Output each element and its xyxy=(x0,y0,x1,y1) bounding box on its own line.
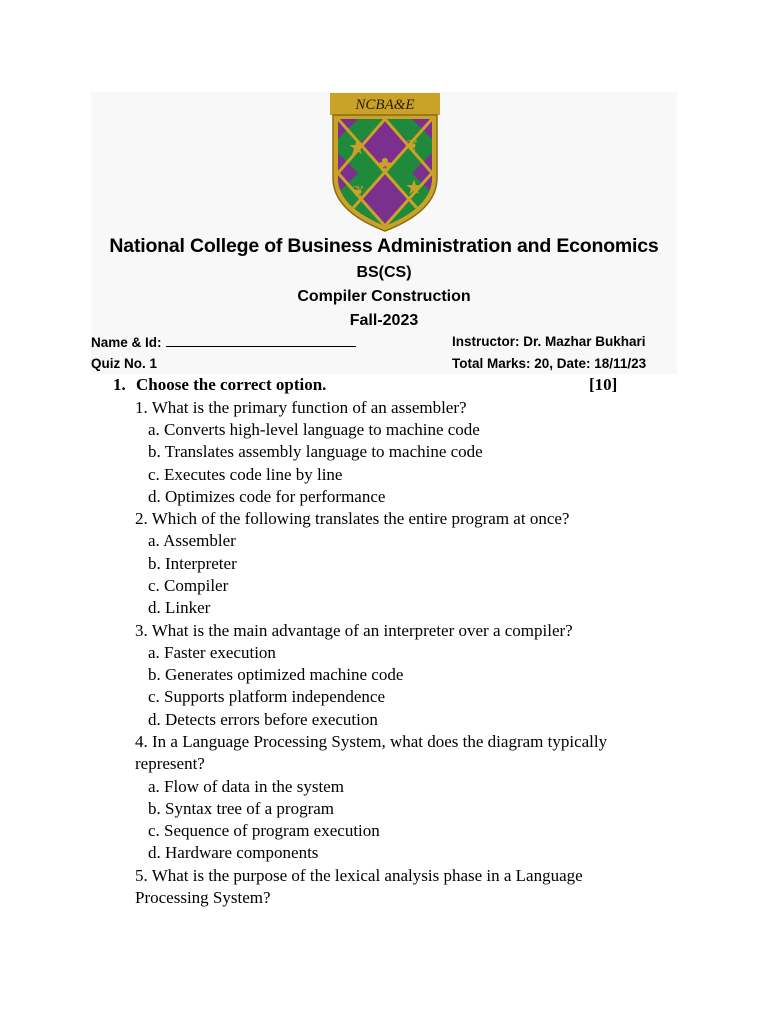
college-name: National College of Business Administration and Economics xyxy=(109,235,659,257)
question-2-option-c: c. Compiler xyxy=(148,576,229,595)
question-1: 1. What is the primary function of an assembler? xyxy=(135,398,467,417)
svg-text:♣: ♣ xyxy=(377,151,393,176)
section-marks: [10] xyxy=(589,375,618,394)
marks-and-date: Total Marks: 20, Date: 18/11/23 xyxy=(452,356,647,371)
question-5-line-2: Processing System? xyxy=(135,888,271,907)
svg-text:★: ★ xyxy=(405,177,423,199)
question-4-option-c: c. Sequence of program execution xyxy=(148,821,380,840)
question-3-option-b: b. Generates optimized machine code xyxy=(148,665,404,684)
program-name: BS(CS) xyxy=(356,264,412,281)
term-label: Fall-2023 xyxy=(349,312,419,329)
quiz-number: Quiz No. 1 xyxy=(91,356,158,371)
question-2-option-a: a. Assembler xyxy=(148,531,236,550)
question-1-option-a: a. Converts high-level language to machine code xyxy=(148,420,480,439)
svg-text:❦: ❦ xyxy=(405,138,419,155)
course-name: Compiler Construction xyxy=(297,288,471,305)
svg-text:★: ★ xyxy=(348,137,366,159)
question-3-option-c: c. Supports platform independence xyxy=(148,687,385,706)
question-2: 2. Which of the following translates the entire program at once? xyxy=(135,509,570,528)
question-2-option-d: d. Linker xyxy=(148,598,211,617)
question-1-option-b: b. Translates assembly language to machine code xyxy=(148,442,483,461)
question-3: 3. What is the main advantage of an interpreter over a compiler? xyxy=(135,621,573,640)
crest-lettering: NCBA&E xyxy=(355,97,415,113)
question-5-line-1: 5. What is the purpose of the lexical analysis phase in a Language xyxy=(135,866,583,885)
question-4-line-1: 4. In a Language Processing System, what does the diagram typically xyxy=(135,732,608,751)
question-1-option-d: d. Optimizes code for performance xyxy=(148,487,386,506)
svg-text:❦: ❦ xyxy=(351,184,365,201)
name-id-label: Name & Id: xyxy=(91,335,162,350)
question-4-option-d: d. Hardware components xyxy=(148,843,319,862)
section-title: Choose the correct option. xyxy=(136,375,327,394)
name-id-field xyxy=(91,334,356,350)
question-4-option-a: a. Flow of data in the system xyxy=(148,777,344,796)
question-3-option-a: a. Faster execution xyxy=(148,643,276,662)
question-4-option-b: b. Syntax tree of a program xyxy=(148,799,334,818)
question-2-option-b: b. Interpreter xyxy=(148,554,237,573)
section-heading xyxy=(113,375,326,395)
instructor-name: Instructor: Dr. Mazhar Bukhari xyxy=(452,334,646,349)
question-3-option-d: d. Detects errors before execution xyxy=(148,710,378,729)
name-id-blank-line xyxy=(166,334,356,347)
question-1-option-c: c. Executes code line by line xyxy=(148,465,343,484)
section-number: 1. xyxy=(113,375,126,394)
college-crest-logo xyxy=(330,93,440,233)
question-4-line-2: represent? xyxy=(135,754,205,773)
